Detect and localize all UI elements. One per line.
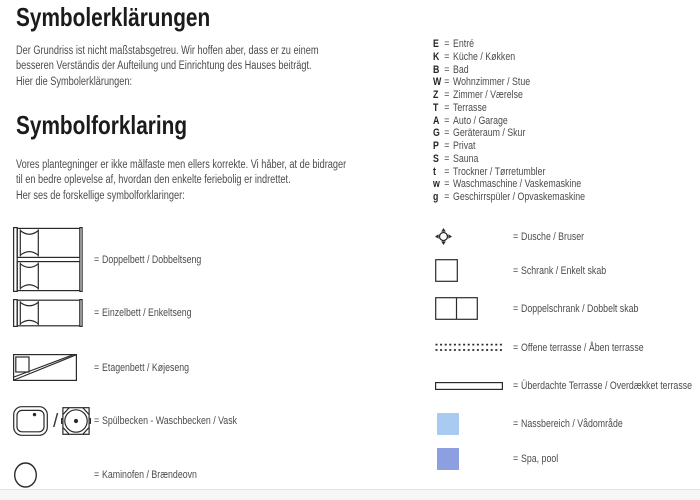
legend-label-text: Schrank / Enkelt skab — [521, 264, 607, 277]
legend-item-single-bed — [13, 299, 192, 327]
abbreviation-letter: g — [433, 191, 439, 203]
abbreviation-letter: W — [433, 76, 442, 89]
abbreviation-row — [433, 38, 585, 51]
abbreviation-letter: K — [433, 50, 440, 63]
abbreviation-row — [433, 140, 585, 153]
text-line: Vores plantegninger er ikke målfaste men ellers korrekte. Vi håber, at de bidrager — [16, 159, 347, 171]
text-line: til en bedre oplevelse af, hvordan den enkelte feriebolig er indrettet. — [16, 174, 291, 187]
equals-sign: = — [444, 152, 450, 165]
legend-label-text: Etagenbett / Køjeseng — [102, 361, 190, 374]
equals-sign: = — [94, 469, 100, 481]
legend-label-text: Dusche / Bruser — [521, 230, 585, 243]
abbreviation-label: Auto / Garage — [453, 114, 508, 127]
abbreviation-letter: T — [433, 101, 439, 114]
abbreviation-label: Wohnzimmer / Stue — [453, 76, 531, 89]
abbreviation-row — [433, 89, 585, 102]
equals-sign: = — [444, 76, 450, 89]
abbreviation-row — [433, 51, 585, 64]
abbreviation-row — [433, 64, 585, 77]
equals-sign: = — [94, 307, 100, 319]
stove-icon — [13, 462, 38, 488]
legend-label — [513, 418, 623, 430]
legend-label-text: Nassbereich / Vådområde — [521, 418, 623, 430]
equals-sign: = — [444, 191, 450, 203]
abbreviation-label: Bad — [453, 63, 469, 76]
legend-item-spa-pool — [435, 448, 559, 470]
legend-label-text: Spa, pool — [521, 453, 559, 465]
equals-sign: = — [444, 38, 450, 50]
text-line: Her ses de forskellige symbolforklaringer: — [16, 189, 185, 202]
equals-sign: = — [513, 418, 519, 430]
abbreviation-label: Entré — [453, 38, 475, 50]
equals-sign: = — [444, 101, 450, 114]
legend-label — [513, 380, 692, 392]
double-bed-icon — [13, 227, 84, 292]
abbreviation-letter: Z — [433, 89, 439, 101]
abbreviation-row — [433, 127, 585, 140]
legend-label-text: Kaminofen / Brændeovn — [102, 469, 197, 481]
legend-label — [513, 303, 638, 315]
abbreviation-letter: P — [433, 140, 439, 152]
legend-label-text: Doppelschrank / Dobbelt skab — [521, 302, 639, 315]
legend-item-bunk-bed — [13, 354, 190, 381]
legend-label-text: Einzelbett / Enkeltseng — [102, 307, 192, 319]
legend-label — [513, 265, 606, 277]
legend-item-wet-area — [435, 413, 623, 435]
abbreviation-label: Waschmaschine / Vaskemaskine — [453, 178, 582, 191]
legend-item-double-cabinet — [435, 297, 639, 320]
abbreviation-letter: t — [433, 165, 436, 178]
abbreviation-row — [433, 166, 585, 179]
legend-label — [513, 342, 644, 354]
legend-item-sink-combo — [13, 406, 237, 436]
wet-area-icon — [435, 413, 459, 435]
abbreviation-label: Trockner / Tørretumbler — [453, 165, 546, 178]
legend-item-double-bed — [13, 227, 202, 292]
equals-sign: = — [94, 253, 100, 266]
abbreviation-row — [433, 178, 585, 191]
abbreviation-label: Terrasse — [453, 101, 487, 114]
abbreviation-letter: w — [433, 178, 440, 191]
legend-item-open-terrace — [435, 341, 644, 354]
single-cabinet-icon — [435, 259, 458, 282]
legend-label — [94, 362, 189, 374]
equals-sign: = — [513, 380, 519, 392]
open-terrace-icon — [435, 343, 503, 352]
text-line: besseren Verständis der Aufteilung und Einrichtung des Hauses beiträgt. — [16, 60, 312, 73]
shower-icon — [435, 228, 452, 245]
abbreviation-label: Privat — [453, 140, 476, 152]
spa-pool-icon — [435, 448, 459, 470]
danish-intro-paragraph — [16, 158, 346, 204]
equals-sign: = — [444, 63, 450, 76]
equals-sign: = — [444, 50, 450, 63]
text-line: Der Grundriss ist nicht maßstabsgetreu. Wir hoffen aber, dass er zu einem — [16, 45, 319, 57]
abbreviation-row — [433, 76, 585, 89]
equals-sign: = — [513, 453, 519, 465]
double-cabinet-icon — [435, 297, 478, 320]
legend-item-covered-terrace — [435, 380, 693, 392]
sink-combo-icon — [13, 406, 91, 436]
abbreviation-row — [433, 153, 585, 166]
wet-area-color-swatch — [437, 413, 459, 435]
text-line: Hier die Symbolerklärungen: — [16, 75, 133, 88]
spa-pool-color-swatch — [437, 448, 459, 470]
legend-label — [94, 254, 201, 266]
round-sink-icon — [61, 407, 91, 435]
abbreviation-letter: G — [433, 127, 440, 140]
equals-sign: = — [513, 264, 519, 277]
legend-label — [513, 453, 558, 465]
abbreviation-label: Küche / Køkken — [453, 50, 516, 63]
equals-sign: = — [513, 230, 519, 243]
legend-label-text: Offene terrasse / Åben terrasse — [521, 341, 644, 354]
german-page-title: Symbolerklärungen — [16, 2, 211, 32]
danish-page-title: Symbolforklaring — [16, 110, 188, 140]
equals-sign: = — [444, 89, 450, 101]
german-intro-paragraph — [16, 44, 319, 90]
abbreviation-row — [433, 102, 585, 115]
legend-label — [94, 307, 192, 319]
abbreviation-label: Sauna — [453, 152, 479, 165]
legend-label — [94, 415, 237, 427]
legend-label-text: Spülbecken - Waschbecken / Vask — [102, 415, 237, 427]
abbreviation-label: Geräteraum / Skur — [453, 127, 526, 140]
abbreviation-letter: S — [433, 152, 439, 165]
legend-label — [513, 231, 584, 243]
equals-sign: = — [444, 165, 450, 178]
equals-sign: = — [513, 302, 519, 315]
oval-sink-icon — [13, 406, 48, 436]
page-bottom-margin — [0, 490, 700, 500]
legend-label-text: Doppelbett / Dobbeltseng — [102, 253, 202, 266]
equals-sign: = — [444, 178, 450, 191]
legend-item-shower — [435, 228, 585, 245]
abbreviation-row — [433, 115, 585, 128]
abbreviation-letter: B — [433, 63, 440, 76]
abbreviation-letter: A — [433, 114, 440, 127]
legend-item-stove — [13, 462, 197, 488]
slash-separator: / — [53, 410, 59, 432]
legend-item-single-cabinet — [435, 259, 607, 282]
abbreviation-label: Geschirrspüler / Opvaskemaskine — [453, 191, 586, 203]
legend-label — [94, 469, 197, 481]
covered-terrace-icon — [435, 382, 503, 390]
equals-sign: = — [444, 114, 450, 127]
equals-sign: = — [444, 140, 450, 152]
abbreviation-list — [433, 38, 623, 204]
abbreviation-letter: E — [433, 38, 439, 50]
equals-sign: = — [94, 415, 100, 427]
abbreviation-label: Zimmer / Værelse — [453, 89, 523, 101]
legend-label-text: Überdachte Terrasse / Overdækket terrasse — [521, 380, 693, 392]
single-bed-icon — [13, 299, 84, 327]
equals-sign: = — [513, 341, 519, 354]
equals-sign: = — [94, 361, 100, 374]
bunk-bed-icon — [13, 354, 77, 381]
abbreviation-row — [433, 191, 585, 204]
equals-sign: = — [444, 127, 450, 140]
